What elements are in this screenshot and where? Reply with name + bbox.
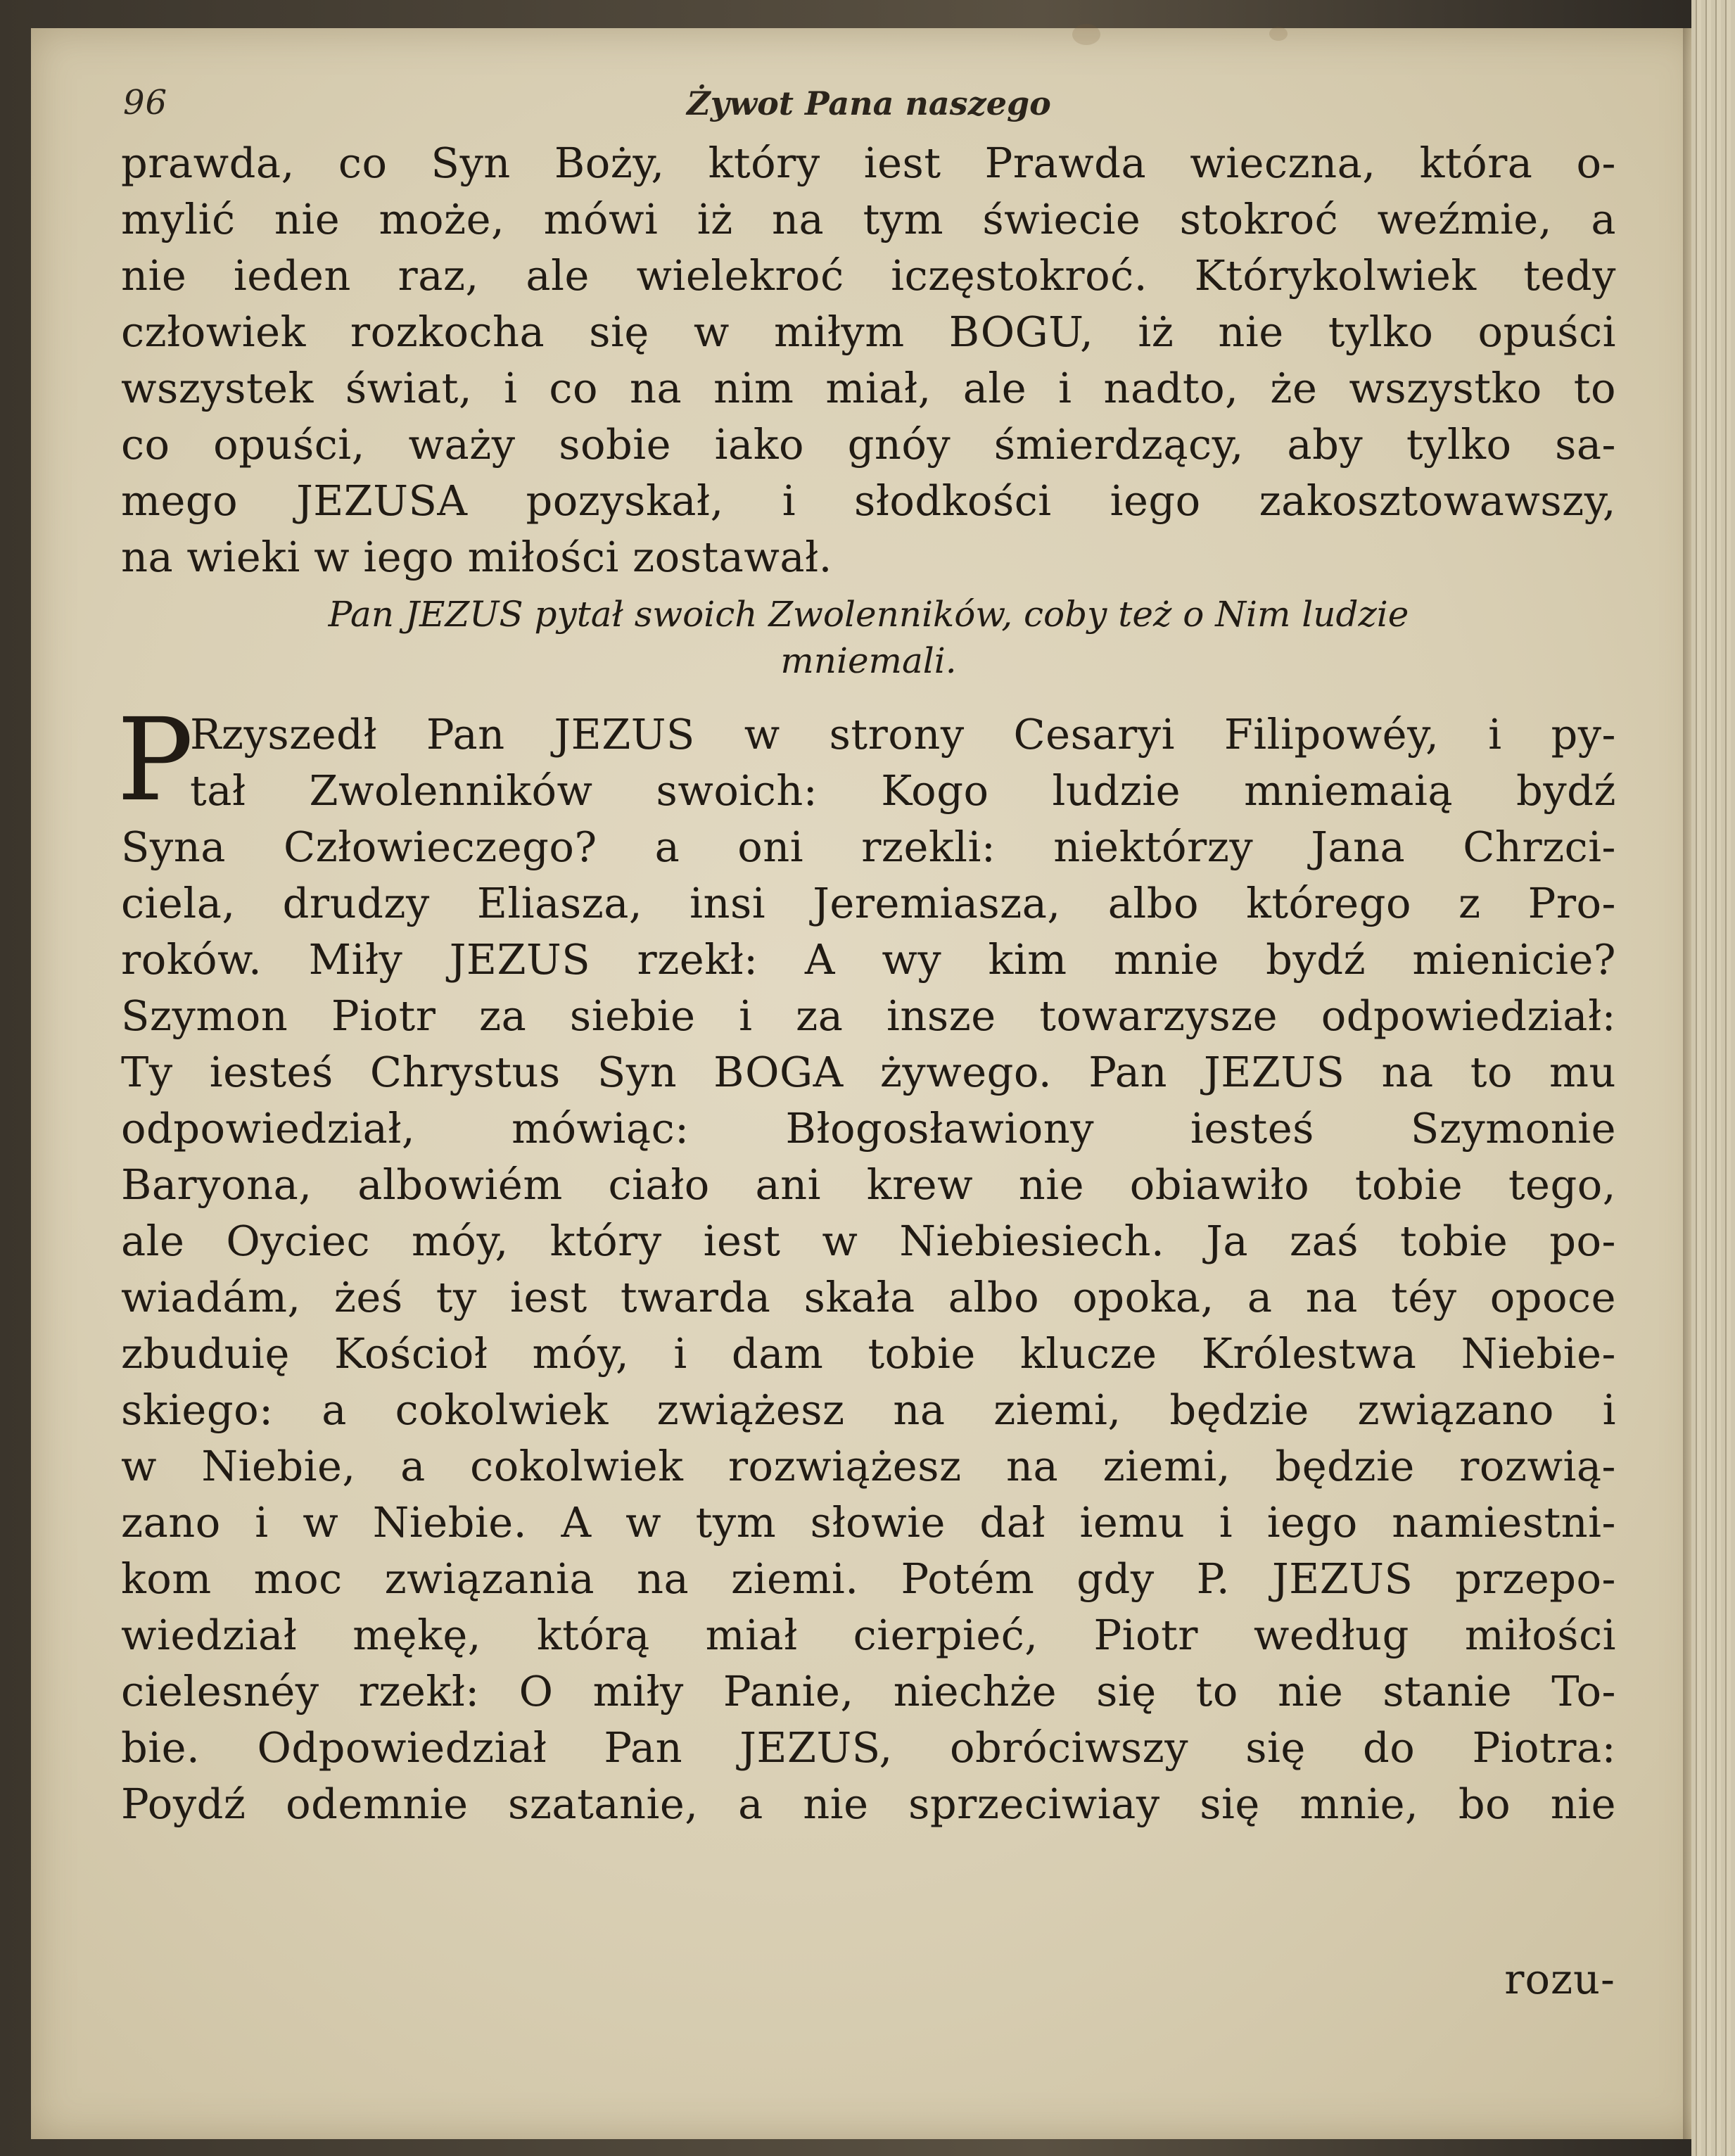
text-line: Szymon Piotr za siebie i za insze towarzysze odpowiedział: (121, 991, 1616, 1040)
text-line: wiedział mękę, którą miał cierpieć, Piotr według miłości (121, 1611, 1616, 1659)
page-header (123, 83, 1615, 132)
heading-line: Pan JEZUS pytał swoich Zwolenników, coby też o Nim ludzie (328, 594, 1409, 635)
text-line: mego JEZUSA pozyskał, i słodkości iego zakosztowawszy, (121, 476, 1616, 525)
book-edge (1691, 0, 1735, 2156)
text-line: bie. Odpowiedział Pan JEZUS, obróciwszy się do Piotra: (121, 1723, 1616, 1772)
text-line: ale Oyciec móy, który iest w Niebiesiech. Ja zaś tobie po- (121, 1217, 1616, 1265)
body-text (117, 135, 1616, 1832)
section-heading (121, 591, 1616, 684)
drop-cap: P (117, 695, 194, 827)
page-number: 96 (123, 83, 168, 122)
text-line: cielesnéy rzekł: O miły Panie, niechże się to nie stanie To- (121, 1667, 1616, 1716)
paper-stain (1269, 27, 1288, 41)
text-line: wszystek świat, i co na nim miał, ale i nadto, że wszystko to (121, 364, 1616, 412)
text-line: zbuduię Kościoł móy, i dam tobie klucze Królestwa Niebie- (121, 1329, 1616, 1378)
paragraph-1 (121, 135, 1616, 585)
text-line: co opuści, waży sobie iako gnóy śmierdzący, aby tylko sa- (121, 420, 1616, 469)
text-line: wiadám, żeś ty iest twarda skała albo opoka, a na téy opoce (121, 1273, 1616, 1321)
text-line: skiego: a cokolwiek zwiążesz na ziemi, będzie związano i (121, 1385, 1616, 1434)
text-line: mylić nie może, mówi iż na tym świecie stokroć weźmie, a (121, 195, 1616, 243)
text-line: w Niebie, a cokolwiek rozwiążesz na ziemi, będzie rozwią- (121, 1442, 1616, 1490)
text-line: człowiek rozkocha się w miłym BOGU, iż nie tylko opuści (121, 307, 1616, 356)
text-line: Poydź odemnie szatanie, a nie sprzeciwiay się mnie, bo nie (121, 1780, 1616, 1828)
catchword: rozu- (1504, 1955, 1615, 2003)
text-line: odpowiedział, mówiąc: Błogosławiony iesteś Szymonie (121, 1104, 1616, 1153)
text-line: prawda, co Syn Boży, który iest Prawda wieczna, która o- (121, 139, 1616, 187)
text-line: nie ieden raz, ale wielekroć iczęstokroć. Którykolwiek tedy (121, 251, 1616, 300)
text-line: Baryona, albowiém ciało ani krew nie obiawiło tobie tego, (121, 1160, 1616, 1209)
heading-line: mniemali. (780, 640, 957, 681)
text-line-content: Rzyszedł Pan JEZUS w strony Cesaryi Filipowéy, i py- (190, 710, 1616, 759)
text-line: tał Zwolenników swoich: Kogo ludzie mniemaią bydź (190, 766, 1616, 815)
text-line: zano i w Niebie. A w tym słowie dał iemu i iego namiestni- (121, 1498, 1616, 1547)
text-line: ciela, drudzy Eliasza, insi Jeremiasza, albo którego z Pro- (121, 879, 1616, 927)
text-line: na wieki w iego miłości zostawał. (121, 533, 832, 581)
text-line: roków. Miły JEZUS rzekł: A wy kim mnie bydź mienicie? (121, 935, 1616, 984)
paragraph-2 (117, 695, 1616, 1832)
text-line: Ty iesteś Chrystus Syn BOGA żywego. Pan JEZUS na to mu (121, 1048, 1616, 1096)
paper-stain (1072, 24, 1100, 45)
running-title: Żywot Pana naszego (687, 84, 1051, 122)
text-line: kom moc związania na ziemi. Potém gdy P. JEZUS przepo- (121, 1554, 1616, 1603)
text-line: Syna Człowieczego? a oni rzekli: niektórzy Jana Chrzci- (121, 823, 1616, 871)
